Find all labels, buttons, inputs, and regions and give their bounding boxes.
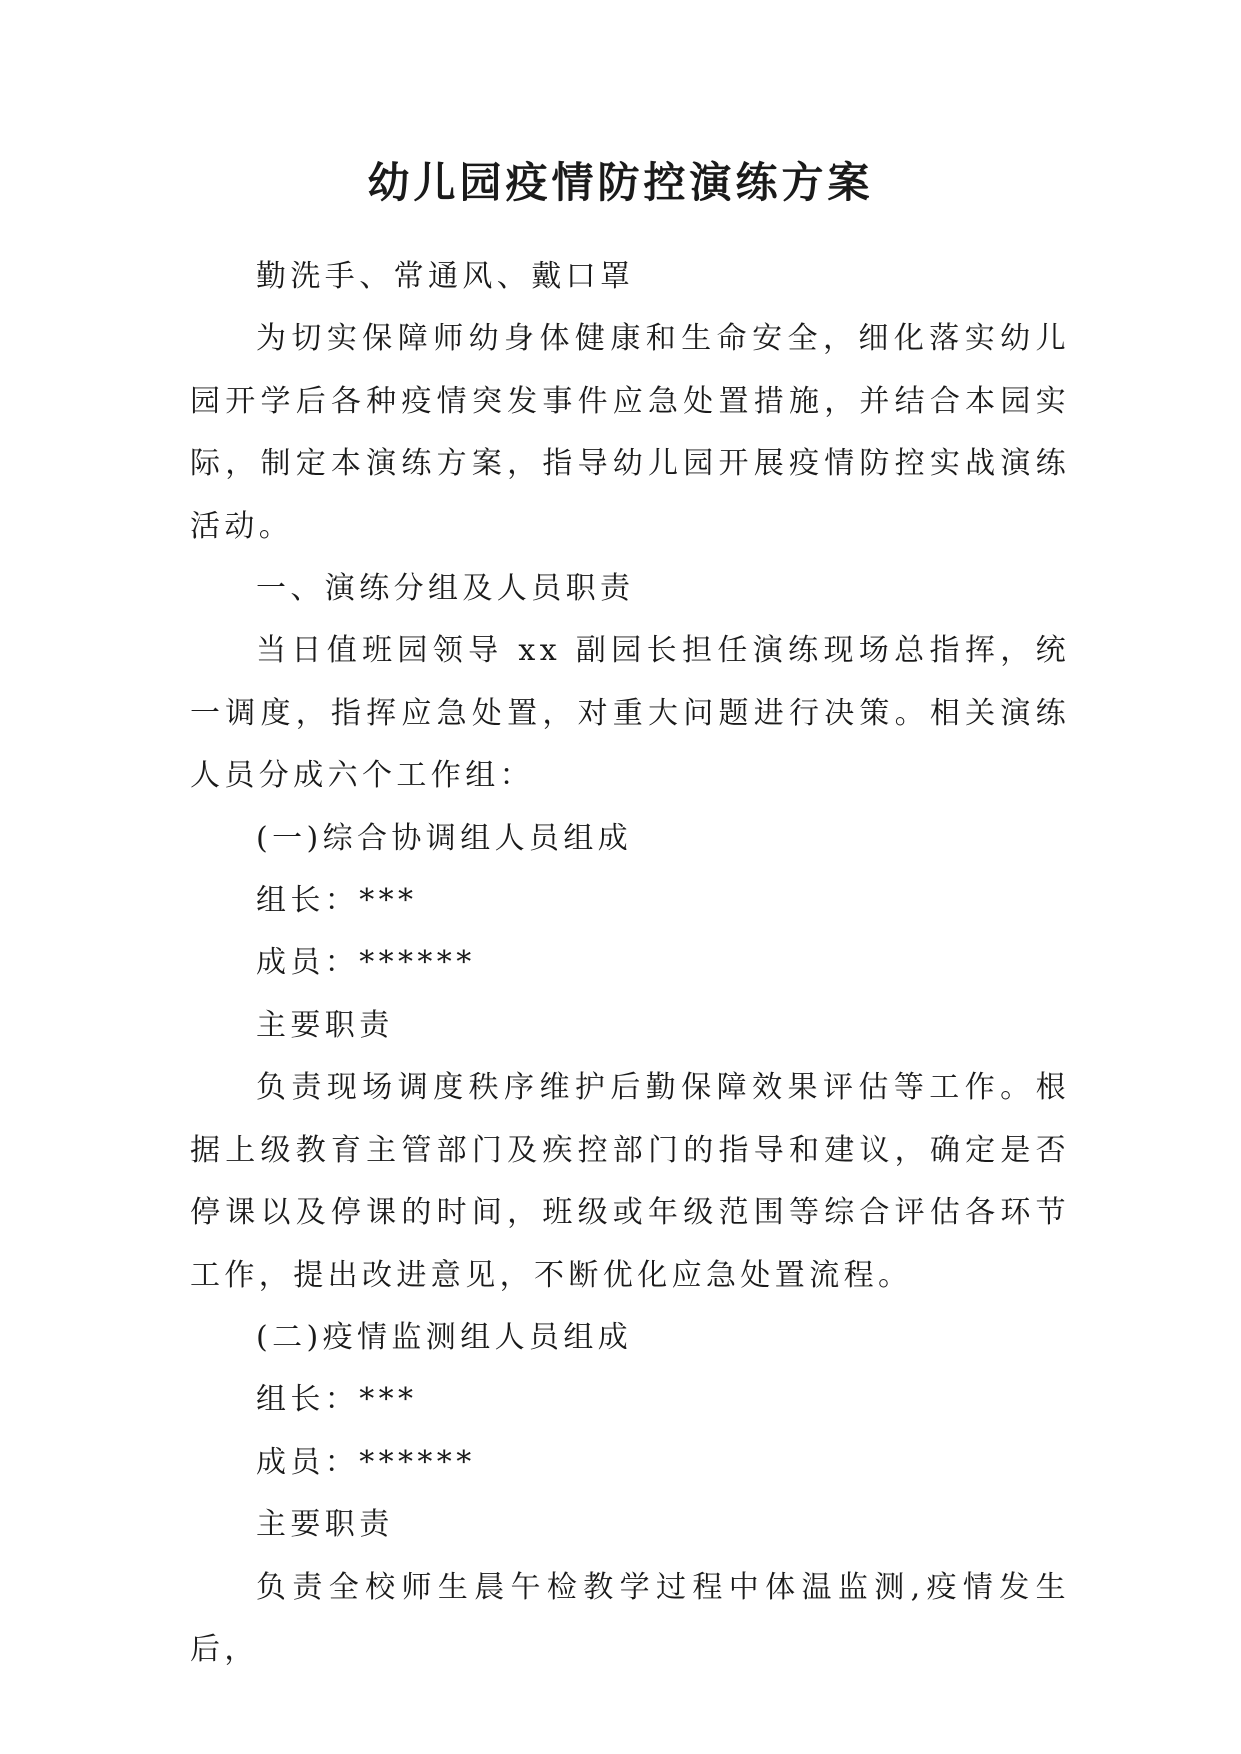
group-1-leader: 组长：*** <box>256 883 418 919</box>
section-heading-1: 一、演练分组及人员职责 <box>256 571 635 607</box>
group-2-duties-label: 主要职责 <box>256 1507 394 1543</box>
group-1-duties-label: 主要职责 <box>256 1007 394 1043</box>
group-2-leader: 组长：*** <box>256 1382 418 1418</box>
document-body <box>190 246 1070 1681</box>
group-1-heading: (一)综合协调组人员组成 <box>256 820 633 856</box>
group-2-duties-text: 负责全校师生晨午检教学过程中体温监测,疫情发生后， <box>190 1569 1070 1667</box>
group-2-heading: (二)疫情监测组人员组成 <box>256 1319 633 1355</box>
commander-paragraph: 当日值班园领导 xx 副园长担任演练现场总指挥，统一调度，指挥应急处置，对重大问题进行决策。相关演练人员分成六个工作组： <box>190 633 1070 794</box>
document-title: 幼儿园疫情防控演练方案 <box>367 158 874 207</box>
slogan-paragraph: 勤洗手、常通风、戴口罩 <box>256 259 635 294</box>
intro-paragraph: 为切实保障师幼身体健康和生命安全，细化落实幼儿园开学后各种疫情突发事件应急处置措施，并结合本园实际，制定本演练方案，指导幼儿园开展疫情防控实战演练活动。 <box>190 321 1070 544</box>
group-2-members: 成员：****** <box>256 1444 476 1480</box>
group-1-duties-text: 负责现场调度秩序维护后勤保障效果评估等工作。根据上级教育主管部门及疾控部门的指导和建议，确定是否停课以及停课的时间，班级或年级范围等综合评估各环节工作，提出改进意见，不断优化应急处置流程。 <box>190 1070 1070 1293</box>
group-1-members: 成员：****** <box>256 945 476 981</box>
